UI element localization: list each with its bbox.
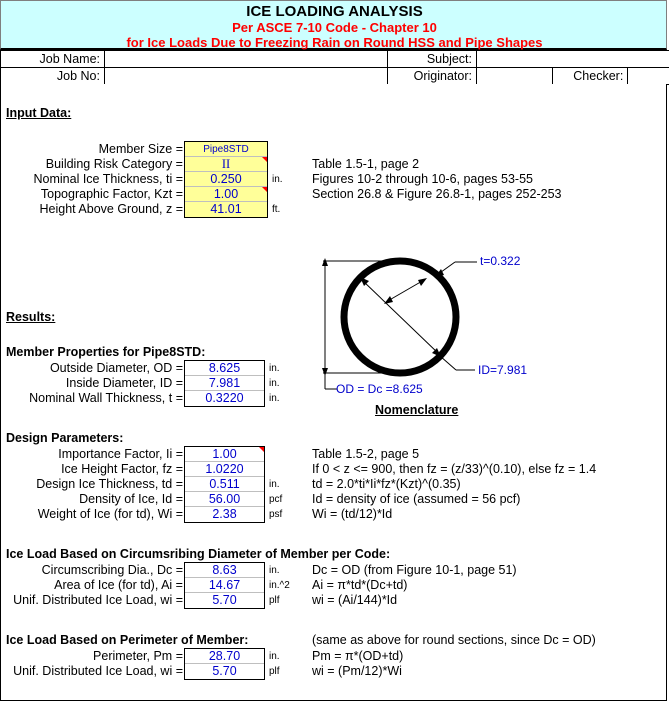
density-of-ice-value: 56.00 (185, 492, 264, 507)
design-ice-thickness-formula: td = 2.0*ti*Ii*fz*(Kzt)^(0.35) (312, 477, 461, 491)
topographic-factor-reference: Section 26.8 & Figure 26.8-1, pages 252-253 (312, 187, 562, 201)
unif-load-perim-unit: plf (269, 666, 280, 677)
wall-thickness-value: 0.3220 (205, 391, 244, 405)
weight-of-ice-value: 2.38 (212, 507, 237, 521)
perimeter-unit: in. (269, 651, 280, 662)
perimeter-section-heading: Ice Load Based on Perimeter of Member: (6, 633, 249, 647)
job-info-table (0, 50, 669, 85)
weight-of-ice-formula: Wi = (td/12)*Id (312, 507, 393, 521)
nominal-ice-thickness-input[interactable]: 0.250 (185, 172, 267, 187)
design-ice-thickness-label: Design Ice Thickness, td = (36, 477, 183, 491)
weight-of-ice-label: Weight of Ice (for td), Wi = (37, 507, 183, 521)
checker-label: Checker: (552, 68, 628, 85)
job-name-label: Job Name: (1, 51, 105, 68)
comment-indicator-icon (259, 447, 264, 452)
height-above-ground-label: Height Above Ground, z = (39, 202, 183, 216)
design-ice-thickness-unit: in. (269, 479, 280, 490)
circumscribing-dia-formula: Dc = OD (from Figure 10-1, page 51) (312, 563, 517, 577)
height-above-ground-unit: ft. (272, 204, 281, 215)
input-values-block (184, 141, 268, 218)
unif-load-circ-formula: wi = (Ai/144)*Id (312, 593, 398, 607)
height-above-ground-input[interactable]: 41.01 (185, 202, 267, 217)
unif-load-perim-formula: wi = (Pm/12)*Wi (312, 664, 402, 678)
checker-input[interactable] (628, 68, 669, 85)
diagram-caption: Nomenclature (375, 403, 459, 417)
subject-label: Subject: (388, 51, 477, 68)
risk-category-label: Building Risk Category = (45, 157, 183, 171)
outside-diameter-value: 8.625 (185, 361, 264, 376)
perimeter-label: Perimeter, Pm = (93, 649, 183, 663)
member-size-input[interactable]: Pipe8STD (185, 142, 267, 157)
area-of-ice-formula: Ai = π*td*(Dc+td) (312, 578, 408, 592)
importance-factor-value-cell[interactable] (185, 447, 264, 462)
importance-factor-label: Importance Factor, Ii = (58, 447, 183, 461)
perimeter-formula: Pm = π*(OD+td) (312, 649, 404, 663)
perimeter-value: 28.70 (185, 649, 264, 664)
inside-diameter-row-label: Inside Diameter, ID = (65, 376, 183, 390)
title-band (0, 0, 667, 50)
wall-thickness-row-label: Nominal Wall Thickness, t = (29, 391, 183, 405)
comment-indicator-icon (262, 157, 267, 162)
page-subtitle-scope: for Ice Loads Due to Freezing Rain on Round HSS and Pipe Shapes (126, 35, 543, 50)
circumscribing-dia-value: 8.63 (185, 563, 264, 578)
area-of-ice-unit: in.^2 (269, 580, 290, 591)
input-data-heading: Input Data: (6, 106, 72, 120)
density-of-ice-unit: pcf (269, 494, 283, 505)
nomenclature-diagram (290, 240, 669, 420)
importance-factor-value: 1.00 (212, 447, 237, 461)
inside-diameter-label: ID=7.981 (478, 363, 528, 377)
unif-load-circ-unit: plf (269, 595, 280, 606)
nominal-ice-thickness-reference: Figures 10-2 through 10-6, pages 53-55 (312, 172, 533, 186)
page-subtitle-code: Per ASCE 7-10 Code - Chapter 10 (232, 20, 437, 35)
member-properties-values-block (184, 360, 265, 407)
risk-category-input[interactable] (185, 157, 267, 172)
table-row (1, 51, 669, 68)
ice-height-factor-value: 1.0220 (185, 462, 264, 477)
risk-category-value: II (221, 157, 231, 171)
inside-diameter-value: 7.981 (185, 376, 264, 391)
job-no-label: Job No: (1, 68, 105, 85)
perimeter-section-note: (same as above for round sections, since Dc = OD) (312, 633, 596, 647)
topographic-factor-input[interactable] (185, 187, 267, 202)
design-ice-thickness-value: 0.511 (185, 477, 264, 492)
page-title: ICE LOADING ANALYSIS (246, 3, 423, 20)
outside-diameter-row-label: Outside Diameter, OD = (49, 361, 183, 375)
perimeter-values-block (184, 648, 265, 680)
comment-indicator-icon (262, 187, 267, 192)
topographic-factor-label: Topographic Factor, Kzt = (40, 187, 183, 201)
job-no-input[interactable] (105, 68, 388, 85)
design-parameters-values-block (184, 446, 265, 523)
inside-diameter-unit: in. (269, 378, 280, 389)
job-name-input[interactable] (105, 51, 388, 68)
unif-load-perim-label: Unif. Distributed Ice Load, wi = (13, 664, 183, 678)
outside-diameter-unit: in. (269, 363, 280, 374)
density-of-ice-label: Density of Ice, Id = (79, 492, 183, 506)
circumscribing-section-heading: Ice Load Based on Circumsribing Diameter of Member per Code: (6, 547, 391, 561)
results-heading: Results: (6, 310, 56, 324)
circumscribing-dia-unit: in. (269, 565, 280, 576)
originator-label: Originator: (388, 68, 477, 85)
member-size-label: Member Size = (98, 142, 183, 156)
unif-load-circ-label: Unif. Distributed Ice Load, wi = (13, 593, 183, 607)
importance-factor-reference: Table 1.5-2, page 5 (312, 447, 420, 461)
table-row (1, 68, 669, 85)
nominal-ice-thickness-label: Nominal Ice Thickness, ti = (33, 172, 183, 186)
unif-load-circ-value: 5.70 (212, 593, 237, 607)
risk-category-reference: Table 1.5-1, page 2 (312, 157, 420, 171)
ice-height-factor-formula: If 0 < z <= 900, then fz = (z/33)^(0.10), else fz = 1.4 (312, 462, 597, 476)
subject-input[interactable] (477, 51, 669, 68)
area-of-ice-label: Area of Ice (for td), Ai = (54, 578, 183, 592)
circumscribing-dia-label: Circumscribing Dia., Dc = (41, 563, 183, 577)
circumscribing-values-block (184, 562, 265, 609)
ice-height-factor-label: Ice Height Factor, fz = (61, 462, 183, 476)
unif-load-perim-value: 5.70 (212, 664, 237, 678)
density-of-ice-note: Id = density of ice (assumed = 56 pcf) (312, 492, 521, 506)
wall-thickness-unit: in. (269, 393, 280, 404)
member-properties-heading: Member Properties for Pipe8STD: (6, 345, 206, 359)
area-of-ice-value: 14.67 (185, 578, 264, 593)
weight-of-ice-unit: psf (269, 509, 283, 520)
originator-input[interactable] (477, 68, 553, 85)
topographic-factor-value: 1.00 (213, 187, 239, 201)
thickness-label: t=0.322 (480, 254, 521, 268)
outside-diameter-label: OD = Dc =8.625 (336, 382, 423, 396)
design-parameters-heading: Design Parameters: (6, 431, 124, 445)
nominal-ice-thickness-unit: in. (272, 174, 283, 185)
